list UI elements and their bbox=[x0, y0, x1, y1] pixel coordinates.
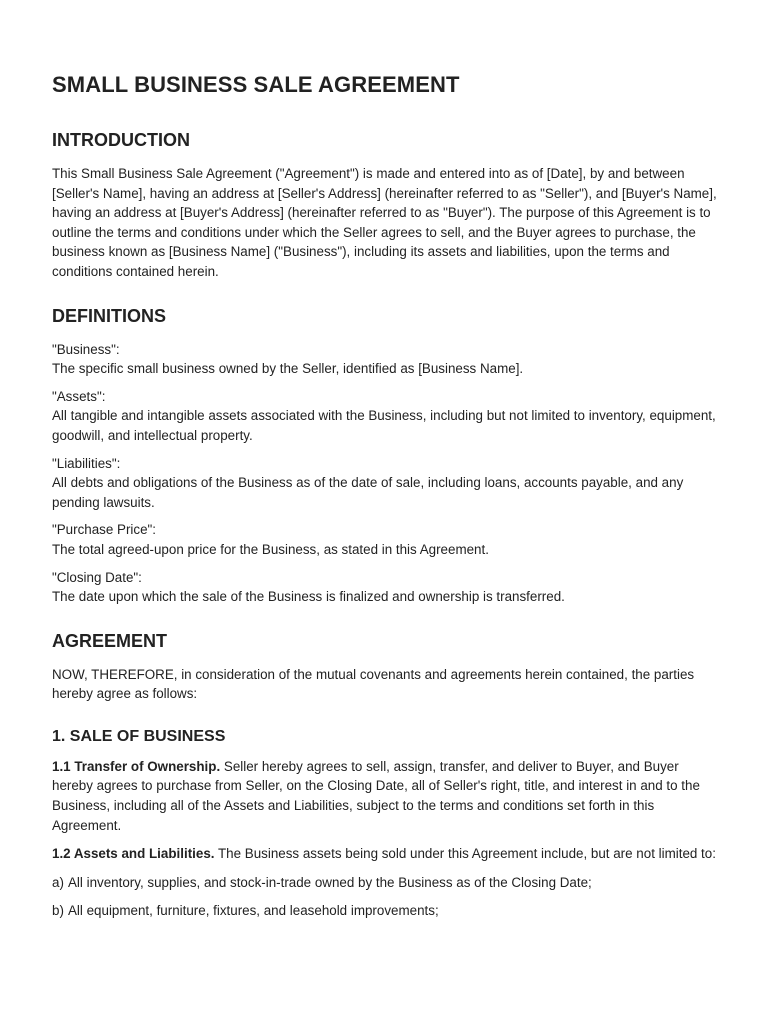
definition-item bbox=[52, 520, 718, 559]
introduction-paragraph: This Small Business Sale Agreement ("Agreement") is made and entered into as of [Date], by and between [Seller's Name], having an address at [Seller's Address] (hereinafter referred to as "Seller"), and [Buyer's Name], having an address at [Buyer's Address] (hereinafter referred to as "Buyer"). The purpose of this Agreement is to outline the terms and conditions under which the Seller agrees to sell, and the Buyer agrees to purchase, the business known as [Business Name] ("Business"), including its assets and liabilities, upon the terms and conditions contained herein. bbox=[52, 166, 717, 279]
clause-1-1-label: 1.1 Transfer of Ownership. bbox=[52, 758, 221, 774]
definition-item bbox=[52, 340, 718, 379]
list-marker: b) bbox=[52, 903, 64, 919]
clause-1-2 bbox=[52, 844, 718, 864]
clause-1-1-text: Seller hereby agrees to sell, assign, transfer, and deliver to Buyer, and Buyer hereby agrees to purchase from Seller, on the Closing Date, all of Seller's right, title, and interest in and to the Business, including all of the Assets and Liabilities, subject to the terms and conditions set forth in this Agreement. bbox=[52, 758, 700, 833]
definition-item bbox=[52, 387, 718, 446]
list-item bbox=[52, 873, 718, 893]
clause-1-2-label: 1.2 Assets and Liabilities. bbox=[52, 846, 215, 862]
definition-description: The date upon which the sale of the Business is finalized and ownership is transferred. bbox=[52, 589, 565, 605]
definition-term: "Assets": bbox=[52, 388, 106, 404]
document-title: SMALL BUSINESS SALE AGREEMENT bbox=[52, 72, 460, 97]
definition-description: The total agreed-upon price for the Business, as stated in this Agreement. bbox=[52, 541, 489, 557]
list-item bbox=[52, 901, 718, 921]
agreement-heading: AGREEMENT bbox=[52, 630, 168, 651]
definition-description: All tangible and intangible assets associated with the Business, including but not limited to inventory, equipment, goodwill, and intellectual property. bbox=[52, 408, 716, 443]
definition-item bbox=[52, 454, 718, 513]
sale-of-business-heading: 1. SALE OF BUSINESS bbox=[52, 727, 226, 745]
definition-term: "Liabilities": bbox=[52, 455, 121, 471]
list-marker: a) bbox=[52, 874, 64, 890]
definition-term: "Purchase Price": bbox=[52, 522, 157, 538]
introduction-heading: INTRODUCTION bbox=[52, 130, 190, 150]
agreement-paragraph: NOW, THEREFORE, in consideration of the mutual covenants and agreements herein contained, the parties hereby agree as follows: bbox=[52, 666, 695, 702]
definition-term: "Closing Date": bbox=[52, 569, 142, 585]
definition-description: All debts and obligations of the Business as of the date of sale, including loans, accounts payable, and any pending lawsuits. bbox=[52, 475, 684, 510]
definitions-heading: DEFINITIONS bbox=[52, 305, 167, 326]
definition-term: "Business": bbox=[52, 341, 120, 357]
list-item-text: All equipment, furniture, fixtures, and leasehold improvements; bbox=[68, 903, 439, 919]
list-item-text: All inventory, supplies, and stock-in-trade owned by the Business as of the Closing Date; bbox=[68, 874, 592, 890]
clause-1-2-text: The Business assets being sold under this Agreement include, but are not limited to: bbox=[214, 846, 716, 862]
definition-description: The specific small business owned by the Seller, identified as [Business Name]. bbox=[52, 361, 524, 377]
clause-1-1 bbox=[52, 757, 718, 835]
definition-item bbox=[52, 568, 718, 607]
